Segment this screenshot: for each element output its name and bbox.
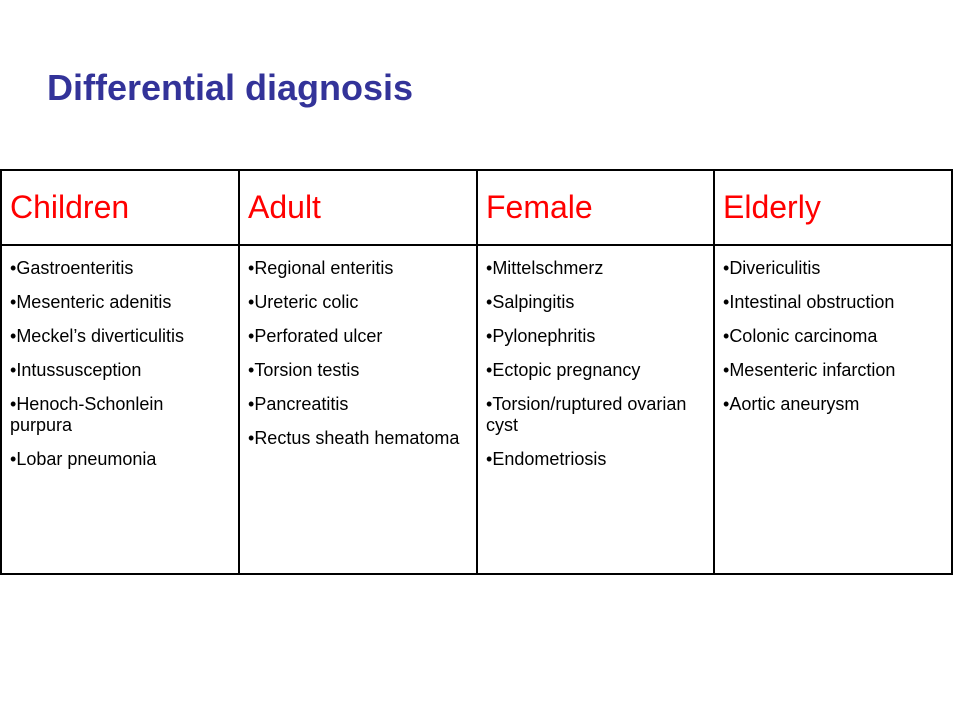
cell-elderly	[714, 245, 952, 574]
list-item: • Aortic aneurysm	[723, 394, 943, 415]
list-item: • Intussusception	[10, 360, 230, 381]
list-item: • Endometriosis	[486, 449, 705, 470]
list-item: • Pancreatitis	[248, 394, 468, 415]
list-item: • Gastroenteritis	[10, 258, 230, 279]
adult-diagnosis-list	[248, 258, 468, 449]
list-item: • Meckel’s diverticulitis	[10, 326, 230, 347]
cell-female	[477, 245, 714, 574]
list-item: • Salpingitis	[486, 292, 705, 313]
elderly-diagnosis-list	[723, 258, 943, 415]
cell-children	[1, 245, 239, 574]
list-item: • Perforated ulcer	[248, 326, 468, 347]
list-item: • Torsion/ruptured ovarian cyst	[486, 394, 705, 436]
list-item: • Ectopic pregnancy	[486, 360, 705, 381]
list-item: • Pylonephritis	[486, 326, 705, 347]
header-elderly: Elderly	[714, 170, 952, 245]
table-header-row	[1, 170, 952, 245]
differential-diagnosis-table	[0, 169, 953, 575]
header-female: Female	[477, 170, 714, 245]
list-item: • Ureteric colic	[248, 292, 468, 313]
list-item: • Lobar pneumonia	[10, 449, 230, 470]
cell-adult	[239, 245, 477, 574]
list-item: • Regional enteritis	[248, 258, 468, 279]
header-adult: Adult	[239, 170, 477, 245]
children-diagnosis-list	[10, 258, 230, 470]
female-diagnosis-list	[486, 258, 705, 470]
list-item: • Henoch-Schonlein purpura	[10, 394, 230, 436]
list-item: • Mesenteric adenitis	[10, 292, 230, 313]
list-item: • Colonic carcinoma	[723, 326, 943, 347]
header-children: Children	[1, 170, 239, 245]
slide-title: Differential diagnosis	[47, 67, 414, 108]
list-item: • Mesenteric infarction	[723, 360, 943, 381]
list-item: • Intestinal obstruction	[723, 292, 943, 313]
list-item: • Divericulitis	[723, 258, 943, 279]
list-item: • Rectus sheath hematoma	[248, 428, 468, 449]
list-item: • Torsion testis	[248, 360, 468, 381]
list-item: • Mittelschmerz	[486, 258, 705, 279]
table-row	[1, 245, 952, 574]
